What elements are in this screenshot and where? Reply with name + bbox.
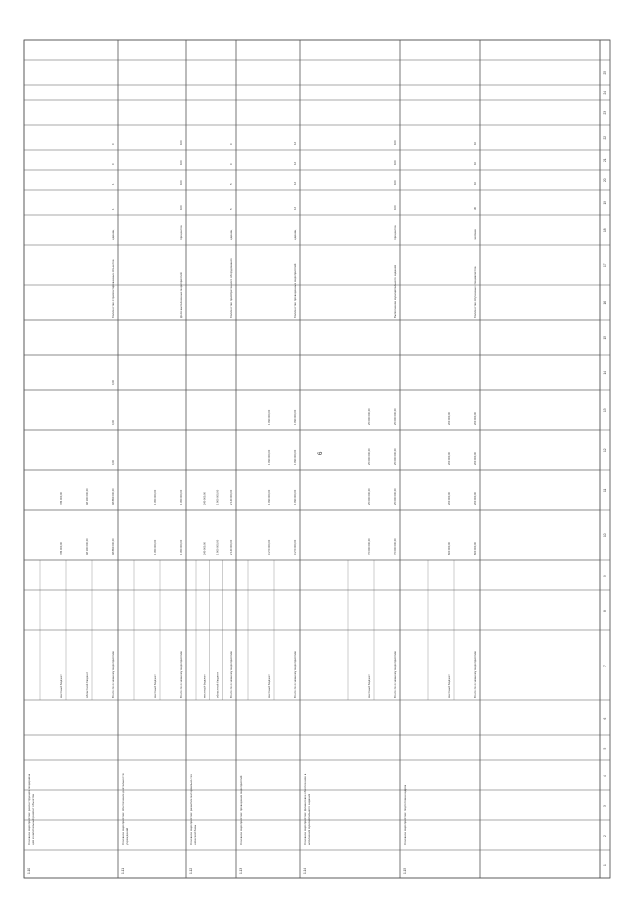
indicator-text: Количество отремонтированных объектов (112, 259, 115, 318)
amount-value: 0,00 (112, 459, 115, 465)
target-value: 0 (229, 163, 233, 165)
column-number: 9 (603, 575, 607, 577)
row-title: Основное мероприятие: подготовка кадров (404, 784, 407, 845)
column-number: 12 (603, 448, 607, 452)
column-number: 10 (603, 533, 607, 537)
row-title: учреждений (126, 827, 129, 845)
amount-value: 200 000,00 (448, 452, 451, 465)
row-number: 1.14 (303, 867, 307, 874)
target-value: 100 (179, 205, 183, 210)
indicator-text: Доля выполненных мероприятий (180, 272, 183, 318)
target-value: 0 (229, 143, 233, 145)
row-number: 1.10 (27, 867, 31, 874)
row-number: 1.15 (403, 867, 407, 874)
target-value: 5 (229, 183, 233, 185)
column-number: 6 (603, 717, 607, 720)
amount-value: 0,00 (112, 419, 115, 425)
financing-source: Всего по основному мероприятию (394, 651, 397, 698)
target-value: 5 (229, 208, 233, 210)
target-value: 12 (293, 141, 297, 145)
column-number: 20 (603, 178, 607, 182)
financing-source: местный бюджет (203, 674, 207, 698)
amount-value: 3 270 000,00 (294, 539, 297, 555)
target-value: 100 (393, 180, 397, 185)
amount-value: 784 000,00 (60, 492, 63, 505)
financing-source: местный бюджет (154, 674, 157, 698)
target-value: 1 (111, 183, 115, 185)
amount-value: 1 350 000,00 (154, 539, 157, 555)
target-value: 12 (293, 206, 297, 210)
target-value: 100 (393, 205, 397, 210)
column-number: 7 (603, 665, 607, 667)
amount-value: 1 090 000,00 (294, 409, 297, 425)
column-number: 11 (603, 488, 607, 492)
unit-text: процентов (394, 225, 397, 240)
unit-text: единиц (112, 229, 115, 240)
column-number: 16 (603, 300, 607, 305)
column-number: 19 (603, 200, 607, 205)
row-number: 1.12 (189, 867, 193, 874)
amount-value: 240 000,00 (203, 542, 207, 555)
amount-value: 25 000 000,00 (368, 448, 371, 465)
financing-source: местный бюджет (368, 674, 371, 698)
financing-source: Всего по основному мероприятию (180, 651, 183, 698)
financing-source: местный бюджет (60, 674, 63, 698)
column-number: 22 (603, 135, 607, 140)
column-number: 1 (603, 864, 607, 866)
amount-value: 600 000,00 (474, 542, 477, 555)
amount-value: 1 350 000,00 (180, 489, 183, 505)
amount-value: 1 350 000,00 (180, 539, 183, 555)
row-number: 1.13 (239, 867, 243, 874)
amount-value: 1 090 000,00 (268, 449, 271, 465)
amount-value: 48 884 000,00 (112, 488, 115, 505)
target-value: 100 (393, 160, 397, 165)
target-value: 10 (473, 161, 477, 165)
column-number: 25 (603, 70, 607, 75)
amount-value: 1 090 000,00 (268, 409, 271, 425)
column-number: 3 (603, 805, 607, 807)
financing-source: Всего по основному мероприятию (474, 651, 477, 698)
column-number: 13 (603, 408, 607, 412)
column-number: 4 (603, 775, 607, 777)
row-title: ыполнения муниципального задания (308, 793, 311, 845)
amount-value: 75 000 000,00 (368, 538, 371, 555)
column-number: 5 (603, 747, 607, 750)
amount-value: 784 000,00 (60, 542, 63, 555)
target-value: 1 (111, 208, 115, 210)
amount-value: 48 884 000,00 (112, 538, 115, 555)
unit-text: человек (474, 228, 477, 240)
amount-value: 1 350 000,00 (154, 489, 157, 505)
column-number: 2 (603, 835, 607, 837)
financing-source: Всего по основному мероприятию (294, 651, 297, 698)
target-value: 0 (111, 143, 115, 145)
indicator-text: Количество проведенных мероприятий (294, 263, 297, 318)
column-number: 23 (603, 110, 607, 115)
amount-value: 1 090 000,00 (268, 489, 271, 505)
target-value: 100 (179, 140, 183, 145)
amount-value: 200 000,00 (474, 492, 477, 505)
column-number: 18 (603, 228, 607, 232)
column-number: 24 (603, 90, 607, 95)
column-number: 14 (603, 370, 607, 375)
amount-value: 200 000,00 (474, 452, 477, 465)
financing-source: местный бюджет (448, 674, 451, 698)
row-title: нической базы (194, 824, 197, 845)
column-number: 8 (603, 610, 607, 612)
target-value: 10 (473, 181, 477, 185)
amount-value: 600 000,00 (448, 542, 451, 555)
amount-value: 48 100 000,00 (86, 488, 89, 505)
page-number: 6 (318, 451, 324, 455)
amount-value: 240 000,00 (203, 492, 207, 505)
target-value: 0 (111, 163, 115, 165)
column-number: 17 (603, 263, 607, 267)
amount-value: 0,00 (112, 379, 115, 385)
financing-source: областной бюджет (86, 671, 89, 698)
unit-text: процентов (180, 225, 183, 240)
amount-value: 1 090 000,00 (294, 449, 297, 465)
indicator-text: Выполнение муниципального задания (394, 264, 397, 318)
amount-value: 2 140 000,00 (230, 489, 233, 505)
row-title: Основное мероприятие: развитие материально-тех (190, 774, 193, 845)
target-value: 100 (179, 160, 183, 165)
amount-value: 200 000,00 (448, 492, 451, 505)
target-value: 100 (179, 180, 183, 185)
amount-value: 75 000 000,00 (394, 538, 397, 555)
amount-value: 1 090 000,00 (294, 489, 297, 505)
row-number: 1.11 (121, 868, 125, 874)
amount-value: 48 100 000,00 (86, 538, 89, 555)
amount-value: 25 000 000,00 (394, 408, 397, 425)
column-number: 15 (603, 335, 607, 340)
target-value: 30 (473, 206, 477, 210)
amount-value: 25 000 000,00 (368, 488, 371, 505)
target-value: 10 (473, 141, 477, 145)
amount-value: 1 900 000,00 (216, 489, 220, 505)
target-value: 100 (393, 140, 397, 145)
column-number: 21 (603, 158, 607, 162)
amount-value: 2 140 000,00 (230, 539, 233, 555)
amount-value: 200 000,00 (448, 412, 451, 425)
indicator-text: Количество приобретенного оборудования (230, 258, 233, 318)
row-title: Основное мероприятие: проведение мероприятий (240, 775, 243, 845)
amount-value: 25 000 000,00 (394, 448, 397, 465)
row-title: ция и капитальный ремонт объектов (32, 793, 35, 845)
amount-value: 25 000 000,00 (394, 488, 397, 505)
financing-source: Всего по основному мероприятию (230, 651, 233, 698)
target-value: 12 (293, 161, 297, 165)
amount-value: 200 000,00 (474, 412, 477, 425)
unit-text: единиц (230, 229, 233, 240)
row-title: Основное мероприятие: обеспечение деятельности (122, 773, 125, 845)
row-title: Основное мероприятие: финансовое обеспечение в (304, 773, 307, 845)
indicator-text: Количество обученных специалистов (474, 266, 477, 318)
amount-value: 25 000 000,00 (368, 408, 371, 425)
financing-source: Всего по основному мероприятию (112, 651, 115, 698)
financing-source: областной бюджет (216, 671, 220, 698)
financing-source: местный бюджет (268, 674, 271, 698)
target-value: 12 (293, 181, 297, 185)
unit-text: единиц (294, 229, 297, 240)
row-title: Основное мероприятие: реконструкция, модерниза (28, 773, 31, 845)
amount-value: 3 270 000,00 (268, 539, 271, 555)
amount-value: 1 900 000,00 (216, 539, 220, 555)
